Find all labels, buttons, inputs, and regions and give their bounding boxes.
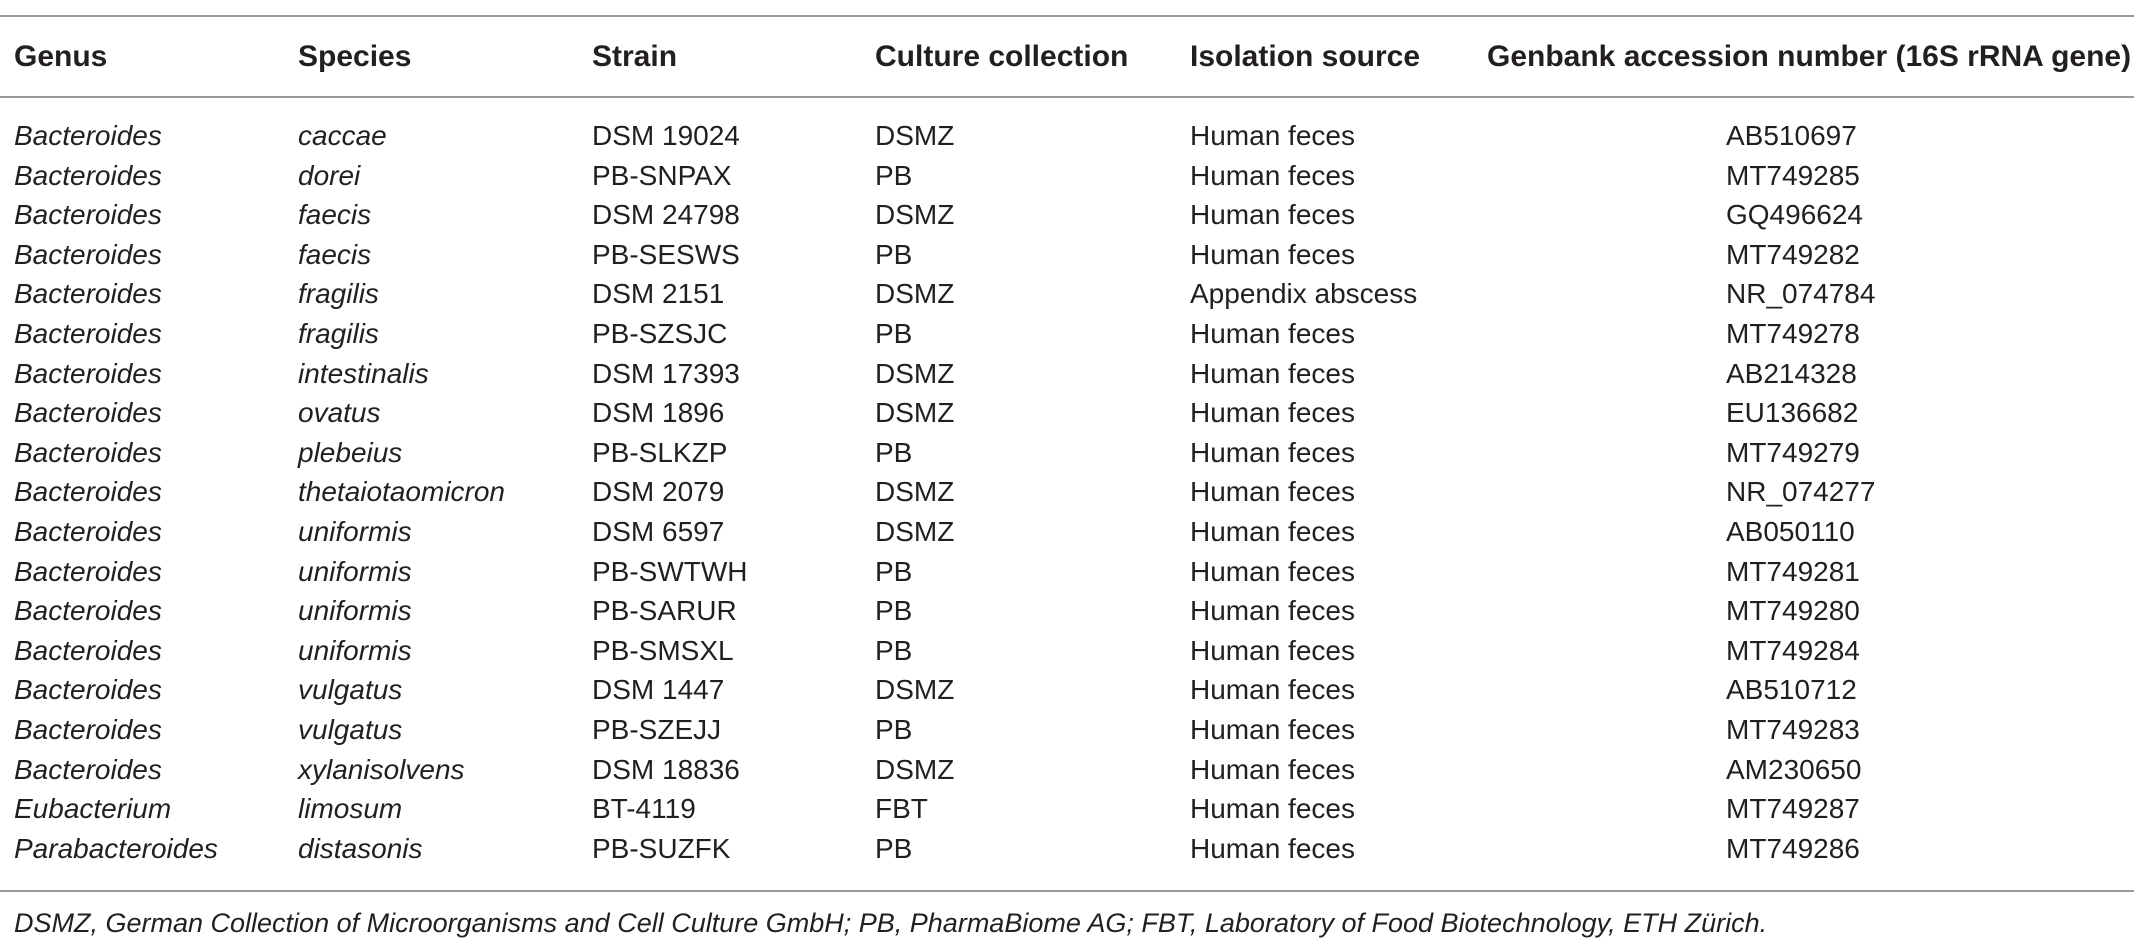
cell-isolation-source: Human feces — [1190, 555, 1355, 587]
cell-genus: Bacteroides — [14, 476, 162, 508]
cell-genbank-accession: MT749282 — [1726, 238, 1860, 270]
cell-strain: DSM 18836 — [592, 753, 740, 785]
cell-species: uniformis — [298, 555, 412, 587]
cell-genbank-accession: AM230650 — [1726, 753, 1862, 785]
bottom-rule — [0, 890, 2134, 892]
cell-isolation-source: Human feces — [1190, 357, 1355, 389]
cell-species: ovatus — [298, 397, 381, 429]
cell-genus: Bacteroides — [14, 674, 162, 706]
cell-culture-collection: DSMZ — [875, 515, 955, 547]
cell-genus: Bacteroides — [14, 397, 162, 429]
cell-culture-collection: PB — [875, 436, 913, 468]
cell-strain: PB-SZEJJ — [592, 713, 722, 745]
cell-genus: Bacteroides — [14, 753, 162, 785]
cell-genus: Bacteroides — [14, 238, 162, 270]
table-row — [0, 552, 2134, 592]
cell-species: thetaiotaomicron — [298, 476, 506, 508]
table-row — [0, 710, 2134, 750]
cell-genus: Bacteroides — [14, 634, 162, 666]
cell-strain: DSM 6597 — [592, 515, 725, 547]
cell-culture-collection: DSMZ — [875, 397, 955, 429]
cell-genus: Bacteroides — [14, 159, 162, 191]
cell-species: uniformis — [298, 595, 412, 627]
cell-genbank-accession: MT749279 — [1726, 436, 1860, 468]
cell-species: intestinalis — [298, 357, 429, 389]
cell-isolation-source: Human feces — [1190, 793, 1355, 825]
table-row — [0, 274, 2134, 314]
cell-strain: PB-SNPAX — [592, 159, 732, 191]
cell-strain: DSM 19024 — [592, 120, 740, 151]
cell-genus: Bacteroides — [14, 555, 162, 587]
cell-strain: BT-4119 — [592, 793, 696, 825]
cell-genus: Bacteroides — [14, 436, 162, 468]
cell-strain: PB-SESWS — [592, 238, 740, 270]
cell-strain: PB-SLKZP — [592, 436, 728, 468]
cell-genbank-accession: NR_074277 — [1726, 476, 1876, 508]
cell-genbank-accession: MT749286 — [1726, 832, 1860, 864]
cell-culture-collection: PB — [875, 832, 913, 864]
cell-culture-collection: FBT — [875, 793, 928, 825]
table-row — [0, 354, 2134, 394]
table-row — [0, 314, 2134, 354]
cell-genbank-accession: MT749285 — [1726, 159, 1860, 191]
cell-species: xylanisolvens — [298, 753, 465, 785]
cell-genbank-accession: MT749278 — [1726, 317, 1860, 349]
cell-isolation-source: Human feces — [1190, 634, 1355, 666]
cell-isolation-source: Human feces — [1190, 436, 1355, 468]
cell-isolation-source: Human feces — [1190, 199, 1355, 231]
cell-isolation-source: Human feces — [1190, 317, 1355, 349]
cell-genus: Bacteroides — [14, 515, 162, 547]
cell-culture-collection: DSMZ — [875, 357, 955, 389]
header-strain: Strain — [592, 40, 678, 73]
cell-species: distasonis — [298, 832, 423, 864]
cell-genus: Bacteroides — [14, 595, 162, 627]
cell-culture-collection: DSMZ — [875, 753, 955, 785]
table-footnote: DSMZ, German Collection of Microorganisms and Cell Culture GmbH; PB, PharmaBiome AG; FBT, Laboratory of Food Biotechnology, ETH Zürich. — [14, 908, 1768, 938]
cell-genbank-accession: AB050110 — [1726, 515, 1855, 547]
cell-isolation-source: Human feces — [1190, 832, 1355, 864]
cell-species: caccae — [298, 120, 387, 151]
table-row — [0, 235, 2134, 275]
cell-culture-collection: DSMZ — [875, 120, 955, 151]
cell-genbank-accession: GQ496624 — [1726, 199, 1863, 231]
cell-strain: PB-SZSJC — [592, 317, 728, 349]
cell-isolation-source: Human feces — [1190, 674, 1355, 706]
cell-culture-collection: DSMZ — [875, 674, 955, 706]
cell-species: faecis — [298, 199, 372, 231]
header-genus: Genus — [14, 40, 108, 73]
top-rule — [0, 15, 2134, 17]
cell-species: fragilis — [298, 278, 379, 310]
cell-strain: DSM 17393 — [592, 357, 740, 389]
cell-culture-collection: DSMZ — [875, 476, 955, 508]
cell-genbank-accession: EU136682 — [1726, 397, 1859, 429]
table-body — [0, 116, 2134, 868]
cell-strain: PB-SUZFK — [592, 832, 731, 864]
cell-species: uniformis — [298, 634, 412, 666]
cell-strain: PB-SWTWH — [592, 555, 748, 587]
cell-strain: PB-SMSXL — [592, 634, 734, 666]
cell-genbank-accession: MT749287 — [1726, 793, 1860, 825]
cell-culture-collection: PB — [875, 555, 913, 587]
table-row — [0, 631, 2134, 671]
cell-genbank-accession: MT749284 — [1726, 634, 1860, 666]
cell-strain: PB-SARUR — [592, 595, 737, 627]
cell-species: dorei — [298, 159, 361, 191]
header-culture-collection: Culture collection — [875, 40, 1129, 73]
cell-isolation-source: Human feces — [1190, 120, 1355, 151]
cell-strain: DSM 1896 — [592, 397, 725, 429]
cell-isolation-source: Appendix abscess — [1190, 278, 1418, 310]
cell-culture-collection: PB — [875, 713, 913, 745]
cell-genbank-accession: AB510712 — [1726, 674, 1857, 706]
cell-species: limosum — [298, 793, 403, 825]
cell-species: plebeius — [298, 436, 403, 468]
cell-culture-collection: PB — [875, 238, 913, 270]
cell-species: uniformis — [298, 515, 412, 547]
header-rule — [0, 96, 2134, 98]
table-row — [0, 829, 2134, 869]
cell-strain: DSM 2079 — [592, 476, 725, 508]
header-genbank-accession: Genbank accession number (16S rRNA gene) — [1487, 40, 2132, 73]
table-row — [0, 670, 2134, 710]
table-row — [0, 393, 2134, 433]
cell-genus: Bacteroides — [14, 713, 162, 745]
cell-culture-collection: DSMZ — [875, 199, 955, 231]
cell-genus: Parabacteroides — [14, 832, 218, 864]
cell-culture-collection: PB — [875, 634, 913, 666]
table-row — [0, 591, 2134, 631]
cell-isolation-source: Human feces — [1190, 595, 1355, 627]
cell-strain: DSM 24798 — [592, 199, 740, 231]
cell-culture-collection: DSMZ — [875, 278, 955, 310]
header-species: Species — [298, 40, 412, 73]
cell-genbank-accession: MT749281 — [1726, 555, 1860, 587]
cell-isolation-source: Human feces — [1190, 238, 1355, 270]
table-row — [0, 512, 2134, 552]
cell-strain: DSM 2151 — [592, 278, 725, 310]
cell-genus: Eubacterium — [14, 793, 172, 825]
header-isolation-source: Isolation source — [1190, 40, 1421, 73]
cell-isolation-source: Human feces — [1190, 713, 1355, 745]
cell-isolation-source: Human feces — [1190, 159, 1355, 191]
table-row — [0, 433, 2134, 473]
cell-species: fragilis — [298, 317, 379, 349]
cell-genus: Bacteroides — [14, 199, 162, 231]
cell-strain: DSM 1447 — [592, 674, 725, 706]
cell-genbank-accession: AB510697 — [1726, 120, 1857, 151]
cell-isolation-source: Human feces — [1190, 753, 1355, 785]
cell-culture-collection: PB — [875, 159, 913, 191]
cell-species: faecis — [298, 238, 372, 270]
cell-genbank-accession: MT749283 — [1726, 713, 1860, 745]
table-row — [0, 195, 2134, 235]
cell-species: vulgatus — [298, 674, 403, 706]
cell-culture-collection: PB — [875, 317, 913, 349]
cell-isolation-source: Human feces — [1190, 515, 1355, 547]
cell-genus: Bacteroides — [14, 317, 162, 349]
cell-genus: Bacteroides — [14, 278, 162, 310]
cell-genus: Bacteroides — [14, 357, 162, 389]
cell-genbank-accession: NR_074784 — [1726, 278, 1876, 310]
cell-culture-collection: PB — [875, 595, 913, 627]
cell-isolation-source: Human feces — [1190, 476, 1355, 508]
cell-isolation-source: Human feces — [1190, 397, 1355, 429]
table-header-row — [0, 34, 2134, 80]
cell-genbank-accession: AB214328 — [1726, 357, 1857, 389]
table-row — [0, 472, 2134, 512]
cell-genus: Bacteroides — [14, 120, 162, 151]
cell-genbank-accession: MT749280 — [1726, 595, 1860, 627]
table-row — [0, 116, 2134, 156]
table-row — [0, 156, 2134, 196]
table-row — [0, 750, 2134, 790]
table-row — [0, 789, 2134, 829]
cell-species: vulgatus — [298, 713, 403, 745]
